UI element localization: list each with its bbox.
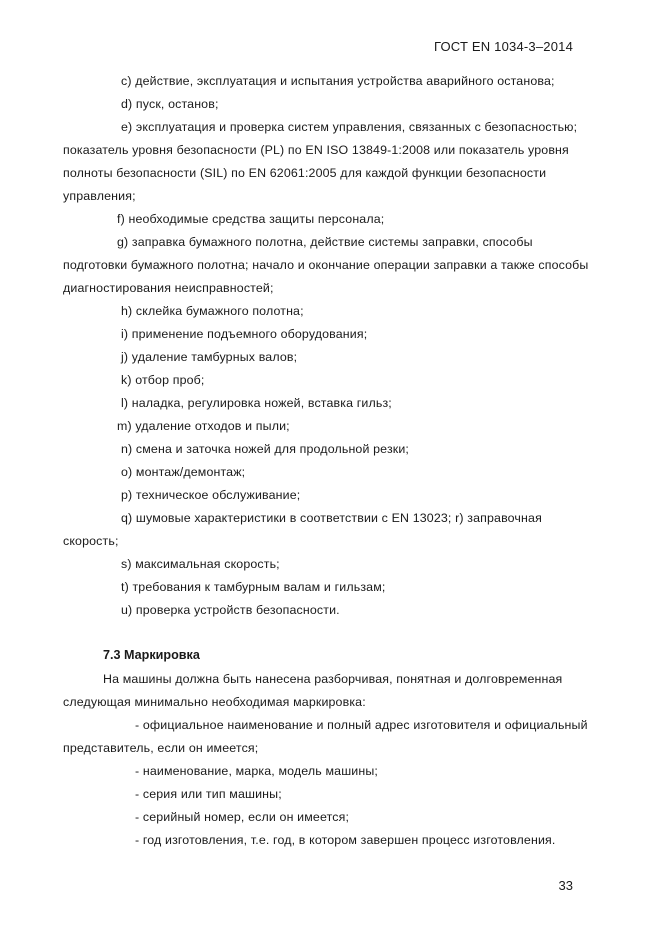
list-item-g-continued: диагностирования неисправностей; bbox=[63, 281, 274, 295]
list-item-g: g) заправка бумажного полотна, действие системы заправки, способы bbox=[117, 235, 533, 249]
list-item-p: p) техническое обслуживание; bbox=[121, 488, 301, 502]
list-item-f: f) необходимые средства защиты персонала; bbox=[117, 212, 385, 226]
list-item-e-continued: управления; bbox=[63, 189, 136, 203]
list-item-e-continued: показатель уровня безопасности (PL) по EN ISO 13849-1:2008 или показатель уровня bbox=[63, 143, 569, 157]
list-item-l: l) наладка, регулировка ножей, вставка гильз; bbox=[121, 396, 392, 410]
list-item-d: d) пуск, останов; bbox=[121, 97, 219, 111]
marking-bullet: - серия или тип машины; bbox=[135, 787, 282, 801]
list-item-g-continued: подготовки бумажного полотна; начало и окончание операции заправки а также способы bbox=[63, 258, 589, 272]
section-heading: 7.3 Маркировка bbox=[103, 648, 200, 662]
marking-bullet-continued: представитель, если он имеется; bbox=[63, 741, 259, 755]
document-header: ГОСТ EN 1034-3–2014 bbox=[433, 39, 573, 54]
list-item-j: j) удаление тамбурных валов; bbox=[121, 350, 298, 364]
list-item-s: s) максимальная скорость; bbox=[121, 557, 280, 571]
list-item-e: e) эксплуатация и проверка систем управления, связанных с безопасностью; bbox=[121, 120, 578, 134]
list-item-o: o) монтаж/демонтаж; bbox=[121, 465, 246, 479]
list-item-i: i) применение подъемного оборудования; bbox=[121, 327, 368, 341]
page-number: 33 bbox=[558, 878, 573, 893]
list-item-m: m) удаление отходов и пыли; bbox=[117, 419, 290, 433]
section-intro-continued: следующая минимально необходимая маркировка: bbox=[63, 695, 366, 709]
marking-bullet: - серийный номер, если он имеется; bbox=[135, 810, 350, 824]
list-item-q: q) шумовые характеристики в соответствии с EN 13023; r) заправочная bbox=[121, 511, 542, 525]
marking-bullet: - официальное наименование и полный адрес изготовителя и официальный bbox=[135, 718, 588, 732]
marking-bullet: - наименование, марка, модель машины; bbox=[135, 764, 378, 778]
list-item-u: u) проверка устройств безопасности. bbox=[121, 603, 340, 617]
list-item-t: t) требования к тамбурным валам и гильзам; bbox=[121, 580, 386, 594]
list-item-e-continued: полноты безопасности (SIL) по EN 62061:2005 для каждой функции безопасности bbox=[63, 166, 547, 180]
list-item-k: k) отбор проб; bbox=[121, 373, 205, 387]
list-item-n: n) смена и заточка ножей для продольной резки; bbox=[121, 442, 410, 456]
section-intro: На машины должна быть нанесена разборчивая, понятная и долговременная bbox=[103, 672, 563, 686]
marking-bullet: - год изготовления, т.е. год, в котором завершен процесс изготовления. bbox=[135, 833, 556, 847]
list-item-c: c) действие, эксплуатация и испытания устройства аварийного останова; bbox=[121, 74, 555, 88]
list-item-q-continued: скорость; bbox=[63, 534, 119, 548]
list-item-h: h) склейка бумажного полотна; bbox=[121, 304, 304, 318]
